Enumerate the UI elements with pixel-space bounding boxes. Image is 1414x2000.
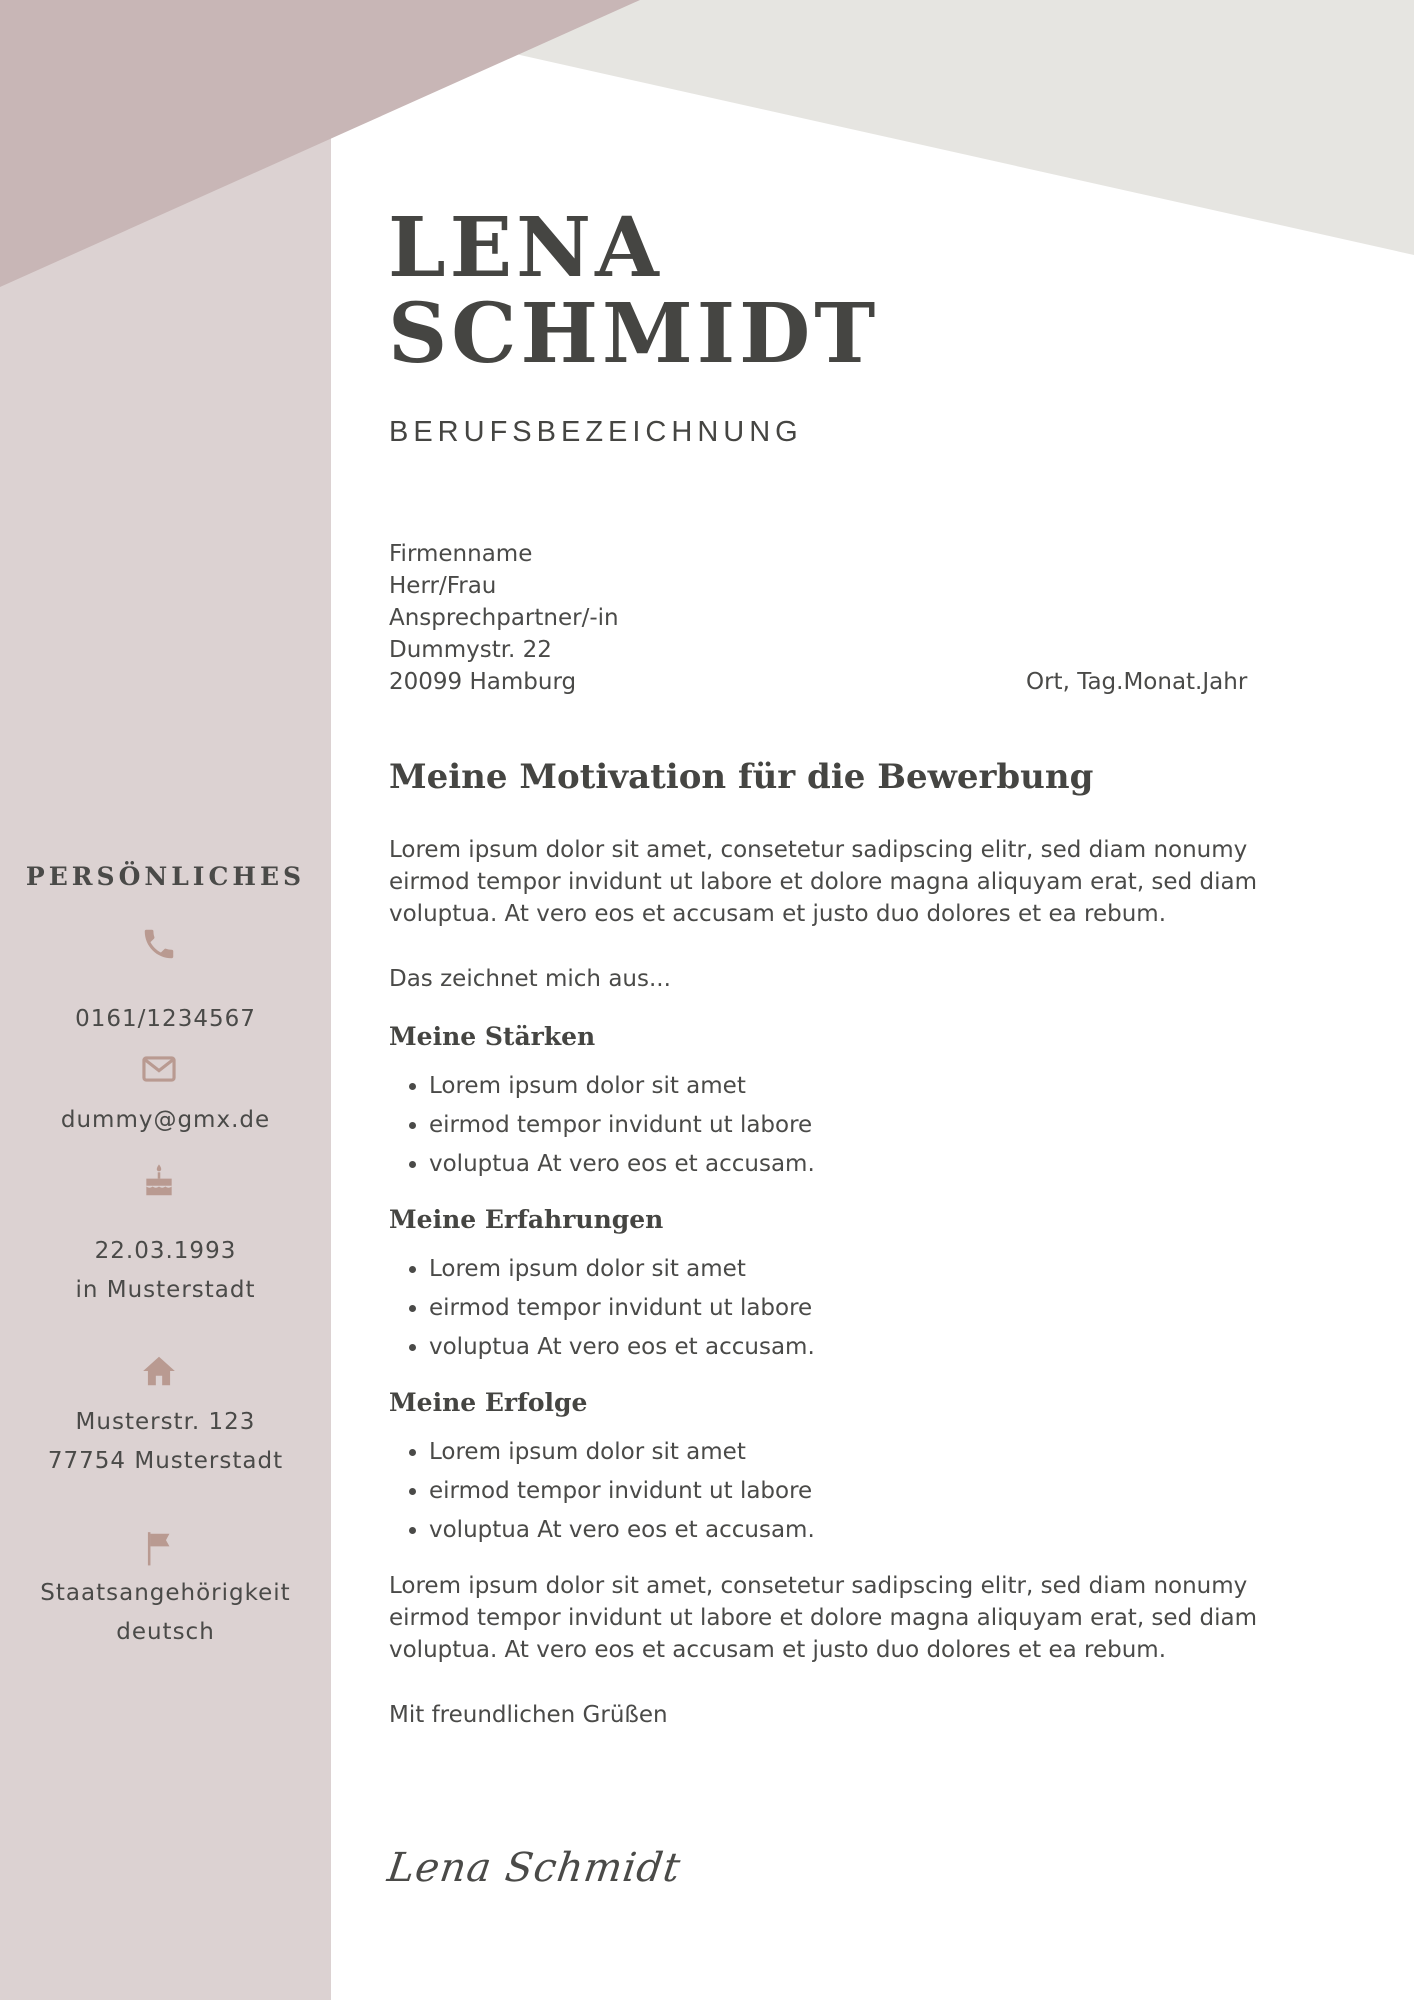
- nationality-label: Staatsangehörigkeit: [40, 1580, 291, 1606]
- birth-date: 22.03.1993: [94, 1238, 237, 1264]
- email-address: dummy@gmx.de: [60, 1107, 271, 1133]
- sidebar-title: PERSÖNLICHES: [25, 862, 306, 891]
- strengths-list: [389, 1067, 1319, 1184]
- list-item: • Lorem ipsum dolor sit amet: [429, 1067, 1319, 1106]
- birthday-cake-icon: [140, 1162, 178, 1200]
- job-title: BERUFSBEZEICHNUNG: [389, 416, 803, 448]
- greeting: Mit freundlichen Grüßen: [389, 1702, 668, 1728]
- first-name: LENA: [388, 200, 663, 296]
- lead-sentence: Das zeichnet mich aus...: [389, 966, 671, 992]
- section-title-successes: Meine Erfolge: [389, 1388, 588, 1417]
- mail-icon: [140, 1050, 178, 1088]
- successes-list: [389, 1433, 1319, 1550]
- recipient-contact: Ansprechpartner/-in: [389, 605, 619, 631]
- list-item: • eirmod tempor invidunt ut labore: [429, 1472, 1319, 1511]
- place-date: Ort, Tag.Monat.Jahr: [1026, 669, 1248, 695]
- phone-icon: [140, 925, 178, 963]
- applicant-name: [388, 200, 880, 382]
- flag-icon: [140, 1529, 178, 1567]
- intro-paragraph: Lorem ipsum dolor sit amet, consetetur sadipscing elitr, sed diam nonumy eirmod tempor invidunt ut labore et dolore magna aliquyam erat, sed diam voluptua. At vero eos et accusam et justo duo dolores et ea rebum.: [389, 837, 1257, 927]
- recipient-company: Firmenname: [389, 541, 533, 567]
- section-title-experience: Meine Erfahrungen: [389, 1205, 664, 1234]
- birth-place: in Musterstadt: [75, 1277, 256, 1303]
- recipient-city: 20099 Hamburg: [389, 669, 577, 695]
- address-city: 77754 Musterstadt: [47, 1448, 284, 1474]
- letter-body: [389, 834, 1319, 1731]
- list-item: • voluptua At vero eos et accusam.: [429, 1328, 1319, 1367]
- letter-headline: Meine Motivation für die Bewerbung: [389, 757, 1094, 797]
- list-item: • eirmod tempor invidunt ut labore: [429, 1106, 1319, 1145]
- last-name: SCHMIDT: [388, 286, 880, 382]
- experience-list: [389, 1250, 1319, 1367]
- list-item: • Lorem ipsum dolor sit amet: [429, 1250, 1319, 1289]
- recipient-address: [389, 538, 619, 698]
- home-icon: [140, 1352, 178, 1390]
- closing-paragraph: Lorem ipsum dolor sit amet, consetetur sadipscing elitr, sed diam nonumy eirmod tempor invidunt ut labore et dolore magna aliquyam erat, sed diam voluptua. At vero eos et accusam et justo duo dolores et ea rebum.: [389, 1573, 1257, 1663]
- list-item: • voluptua At vero eos et accusam.: [429, 1511, 1319, 1550]
- recipient-street: Dummystr. 22: [389, 637, 552, 663]
- signature: Lena Schmidt: [384, 1845, 684, 1891]
- list-item: • eirmod tempor invidunt ut labore: [429, 1289, 1319, 1328]
- address-street: Musterstr. 123: [75, 1409, 256, 1435]
- nationality-value: deutsch: [116, 1619, 215, 1645]
- phone-number: 0161/1234567: [75, 1006, 256, 1032]
- recipient-salutation: Herr/Frau: [389, 573, 497, 599]
- list-item: • voluptua At vero eos et accusam.: [429, 1145, 1319, 1184]
- section-title-strengths: Meine Stärken: [389, 1022, 596, 1051]
- list-item: • Lorem ipsum dolor sit amet: [429, 1433, 1319, 1472]
